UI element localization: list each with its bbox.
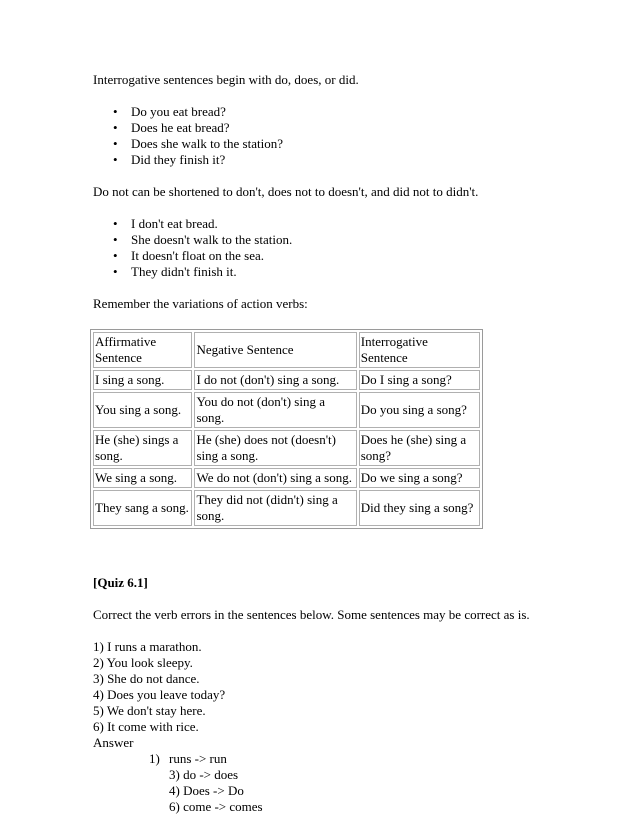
table-cell: Does he (she) sing a song? [359, 430, 480, 466]
header-affirmative: Affirmative Sentence [93, 332, 192, 368]
answer-item [149, 751, 593, 767]
answer-number: 1) [149, 751, 160, 766]
answer-item: 4) Does -> Do [169, 783, 244, 798]
bullet-icon: • [113, 152, 118, 167]
table-cell: I sing a song. [93, 370, 192, 390]
table-cell: He (she) sings a song. [93, 430, 192, 466]
list-item [93, 248, 593, 264]
bullet-icon: • [113, 216, 118, 231]
table-row [93, 430, 480, 466]
list-item [93, 104, 593, 120]
bullet-icon: • [113, 232, 118, 247]
table-cell: They did not (didn't) sing a song. [194, 490, 356, 526]
table-row [93, 490, 480, 526]
list-item [93, 136, 593, 152]
quiz-item: 5) We don't stay here. [93, 703, 206, 718]
document-page [93, 72, 593, 815]
answer-label: Answer [93, 735, 134, 750]
table-cell: We do not (don't) sing a song. [194, 468, 356, 488]
header-interrogative: Interrogative Sentence [359, 332, 480, 368]
table-cell: Do we sing a song? [359, 468, 480, 488]
table-cell: You sing a song. [93, 392, 192, 428]
table-cell: Do I sing a song? [359, 370, 480, 390]
table-cell: You do not (don't) sing a song. [194, 392, 356, 428]
shortened-examples-list [93, 216, 593, 280]
intro-variations: Remember the variations of action verbs: [93, 296, 308, 311]
list-item-text: It doesn't float on the sea. [131, 248, 265, 263]
bullet-icon: • [113, 136, 118, 151]
bullet-icon: • [113, 104, 118, 119]
header-negative: Negative Sentence [194, 332, 356, 368]
list-item-text: Does she walk to the station? [131, 136, 283, 151]
list-item-text: Does he eat bread? [131, 120, 230, 135]
quiz-instructions: Correct the verb errors in the sentences below. Some sentences may be correct as is. [93, 607, 530, 622]
quiz-items [93, 639, 593, 751]
answer-item: 3) do -> does [169, 767, 239, 782]
intro-interrogative: Interrogative sentences begin with do, does, or did. [93, 72, 359, 87]
table-cell: Do you sing a song? [359, 392, 480, 428]
answer-text: runs -> run [169, 751, 227, 766]
bullet-icon: • [113, 248, 118, 263]
list-item [93, 216, 593, 232]
table-row [93, 468, 480, 488]
bullet-icon: • [113, 120, 118, 135]
quiz-item: 1) I runs a marathon. [93, 639, 202, 654]
table-row [93, 370, 480, 390]
quiz-item: 3) She do not dance. [93, 671, 200, 686]
quiz-item: 6) It come with rice. [93, 719, 199, 734]
list-item-text: She doesn't walk to the station. [131, 232, 293, 247]
quiz-item: 4) Does you leave today? [93, 687, 226, 702]
list-item [93, 120, 593, 136]
list-item-text: Do you eat bread? [131, 104, 226, 119]
list-item-text: I don't eat bread. [131, 216, 218, 231]
table-cell: We sing a song. [93, 468, 192, 488]
list-item [93, 264, 593, 280]
bullet-icon: • [113, 264, 118, 279]
table-cell: They sang a song. [93, 490, 192, 526]
answer-item: 6) come -> comes [169, 799, 263, 814]
list-item [93, 152, 593, 168]
list-item [93, 232, 593, 248]
table-cell: I do not (don't) sing a song. [194, 370, 356, 390]
answer-list [149, 751, 593, 815]
list-item-text: They didn't finish it. [131, 264, 237, 279]
intro-shortened: Do not can be shortened to don't, does not to doesn't, and did not to didn't. [93, 184, 479, 199]
quiz-title: [Quiz 6.1] [93, 575, 148, 590]
table-cell: He (she) does not (doesn't) sing a song. [194, 430, 356, 466]
quiz-item: 2) You look sleepy. [93, 655, 193, 670]
list-item-text: Did they finish it? [131, 152, 226, 167]
verb-variations-table [90, 329, 483, 529]
table-row [93, 392, 480, 428]
table-header-row [93, 332, 480, 368]
interrogative-examples-list [93, 104, 593, 168]
table-cell: Did they sing a song? [359, 490, 480, 526]
